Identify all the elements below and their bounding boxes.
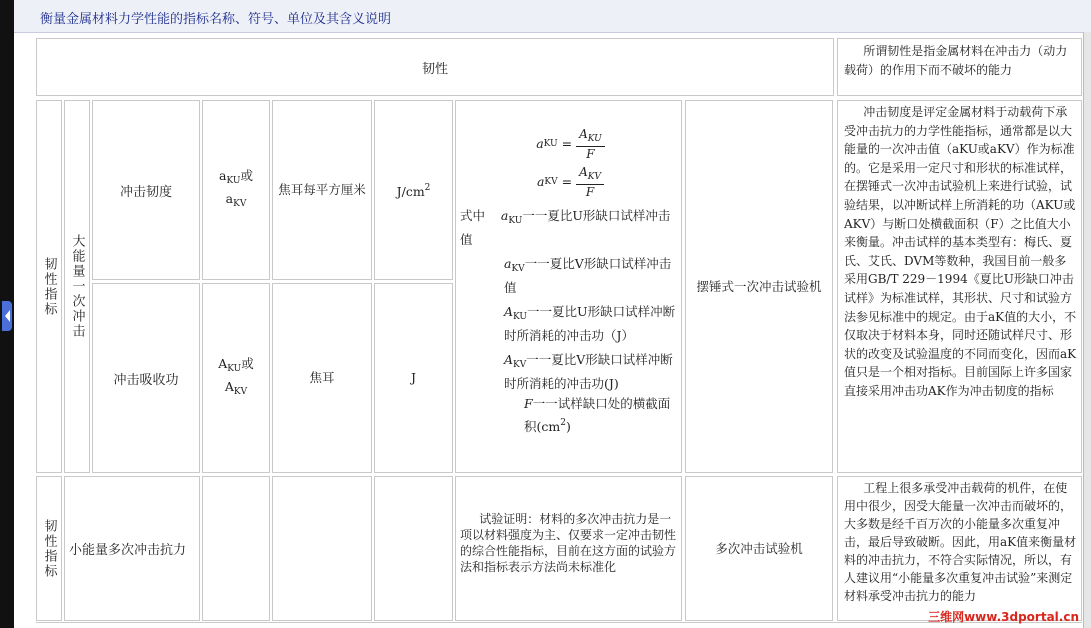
page-header [14,0,1091,33]
test-note-cell: 试验证明：材料的多次冲击抗力是一项以材料强度为主、仅要求一定冲击韧性的综合性能指标，目前在这方面的试验方法和指标表示方法尚未标准化 [455,476,682,621]
machine-cell: 摆锤式一次冲击试验机 [685,100,833,473]
subgroup-cell [64,100,90,473]
table-bottom-border [36,622,1082,623]
empty-cell-unit [374,476,453,621]
group-cell [36,100,62,473]
vertical-scrollbar[interactable] [1083,32,1091,628]
formula-akv: a KV = $\frac{A_{KV}}{F}$ [460,171,681,193]
subgroup-label: 大能量一次冲击 [69,234,85,339]
collapse-arrow-icon[interactable] [2,301,12,331]
impact-toughness-description: 冲击韧度是评定金属材料于动载荷下承受冲击抗力的力学性能指标，通常都是以大能量的一次冲击值（aKU或aKV）作为标准的。它是采用一定尺寸和形状的标准试样，在摆锤式一次冲击试验机上来进行试验，试验结果，以冲断试样上所消耗的功（AKU或AKV）与断口处横截面积（F）之比值大小来衡量。冲击试样的基本类型有：梅氏、夏氏、艾氏、DVM等数种，我国目前一般多采用GB/T 229－1994《夏比U形缺口冲击试样》为标准试样，其形状、尺寸和试验方法参见标准中的规定。由于aK值的大小，不仅取决于材料本身，同时还随试样尺寸、形状的改变及试验温度的不同而变化，因而aK值只是一个相对指标。目前国际上许多国家直接采用冲击功AK作为冲击韧度的指标 [837,100,1082,473]
group-cell-2 [36,476,62,621]
absorbed-energy-unit-cell: J [374,283,453,473]
machine-cell-2: 多次冲击试验机 [685,476,833,621]
page-title: 衡量金属材料力学性能的指标名称、符号、单位及其含义说明 [40,12,392,27]
empty-cell-unit-name [272,476,372,621]
group-label: 韧性指标 [41,256,57,317]
group-label-2: 韧性指标 [41,518,57,579]
impact-toughness-symbol-cell: $a_{KU}$或 $a_{KV}$ [202,100,270,280]
formula-legend: 式中 $a_{KU}$一一夏比U形缺口试样冲击值 $a_{KV}$一一夏比V形缺口试样冲击值 $A_{KU}$一一夏比U形缺口试样冲断时所消耗的冲击功（J） $A_{KV}$一一夏比V形缺口试样冲断时所消耗的冲击功(J) F一一试样缺口处的横截面积$(cm^2)$ [460,208,676,434]
impact-toughness-unit-name-cell: 焦耳每平方厘米 [272,100,372,280]
formula-aku: a KU = $\frac{A_{KU}}{F}$ [460,133,681,155]
absorbed-energy-symbol-cell: $A_{KU}$或 $A_{KV}$ [202,283,270,473]
absorbed-energy-name-cell: 冲击吸收功 [92,283,200,473]
category-label: 韧性 [421,61,448,77]
watermark: 三维网www.3dportal.cn [928,610,1079,624]
absorbed-energy-unit-name-cell: 焦耳 [272,283,372,473]
formula-cell [455,100,682,473]
impact-toughness-unit-cell: $J/cm^2$ [374,100,453,280]
low-energy-description: 工程上很多承受冲击载荷的机件，在使用中很少，因受大能量一次冲击而破坏的，大多数是经千百万次的小能量多次重复冲击，最后导致破断。因此，用aK值来衡量材料的冲击抗力，不符合实际情况，所以，有人建议用“小能量多次重复冲击试验”来测定材料承受冲击抗力的能力 [837,476,1082,621]
category-cell [36,38,834,96]
low-energy-name-cell: 小能量多次冲击抗力 [64,476,200,621]
impact-toughness-name-cell: 冲击韧度 [92,100,200,280]
empty-cell-symbol [202,476,270,621]
toughness-definition: 所谓韧性是指金属材料在冲击力（动力载荷）的作用下而不破坏的能力 [837,38,1082,96]
